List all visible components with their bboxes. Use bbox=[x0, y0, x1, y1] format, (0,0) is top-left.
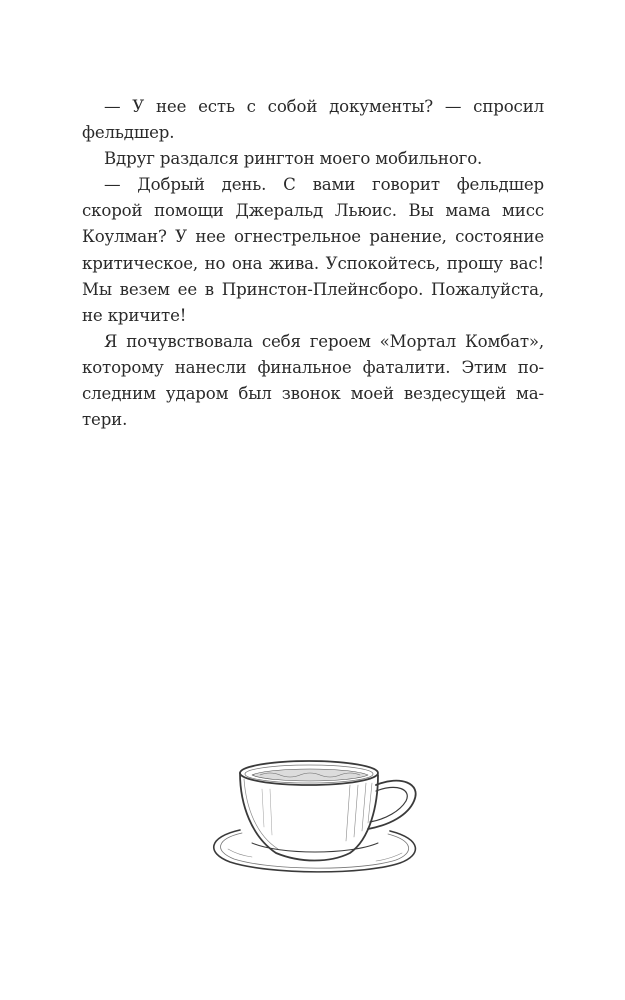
paragraph-ringtone bbox=[82, 146, 544, 172]
text-line: — У нее есть с собой документы? — спросил bbox=[104, 97, 544, 116]
text-line: Коулман? У нее огнестрельное ранение, состояние bbox=[82, 227, 544, 247]
text-line: Я почувствовала себя героем «Мортал Комбат», bbox=[104, 331, 544, 351]
paragraph-paramedic-call bbox=[82, 172, 544, 329]
text-line: фельдшер. bbox=[82, 123, 175, 143]
paragraph-question bbox=[82, 94, 544, 146]
text-line: критическое, но она жива. Успокойтесь, прошу вас! bbox=[82, 253, 544, 273]
text-line: тери. bbox=[82, 410, 128, 430]
text-line: которому нанесли финальное фаталити. Этим по- bbox=[82, 357, 544, 377]
text-line: Вдруг раздался рингтон моего мобильного. bbox=[104, 149, 483, 169]
text-line: Мы везем ее в Принстон-Плейнсборо. Пожалуйста, bbox=[82, 279, 544, 299]
text-line: скорой помощи Джеральд Льюис. Вы мама мисс bbox=[82, 201, 544, 221]
text-line: — Добрый день. С вами говорит фельдшер bbox=[104, 175, 544, 195]
body-text bbox=[82, 94, 544, 433]
teacup-on-saucer-icon bbox=[200, 745, 430, 880]
text-line: следним ударом был звонок моей вездесущей ма- bbox=[82, 384, 544, 404]
paragraph-mortal-kombat bbox=[82, 329, 544, 433]
text-line: не кричите! bbox=[82, 305, 187, 325]
